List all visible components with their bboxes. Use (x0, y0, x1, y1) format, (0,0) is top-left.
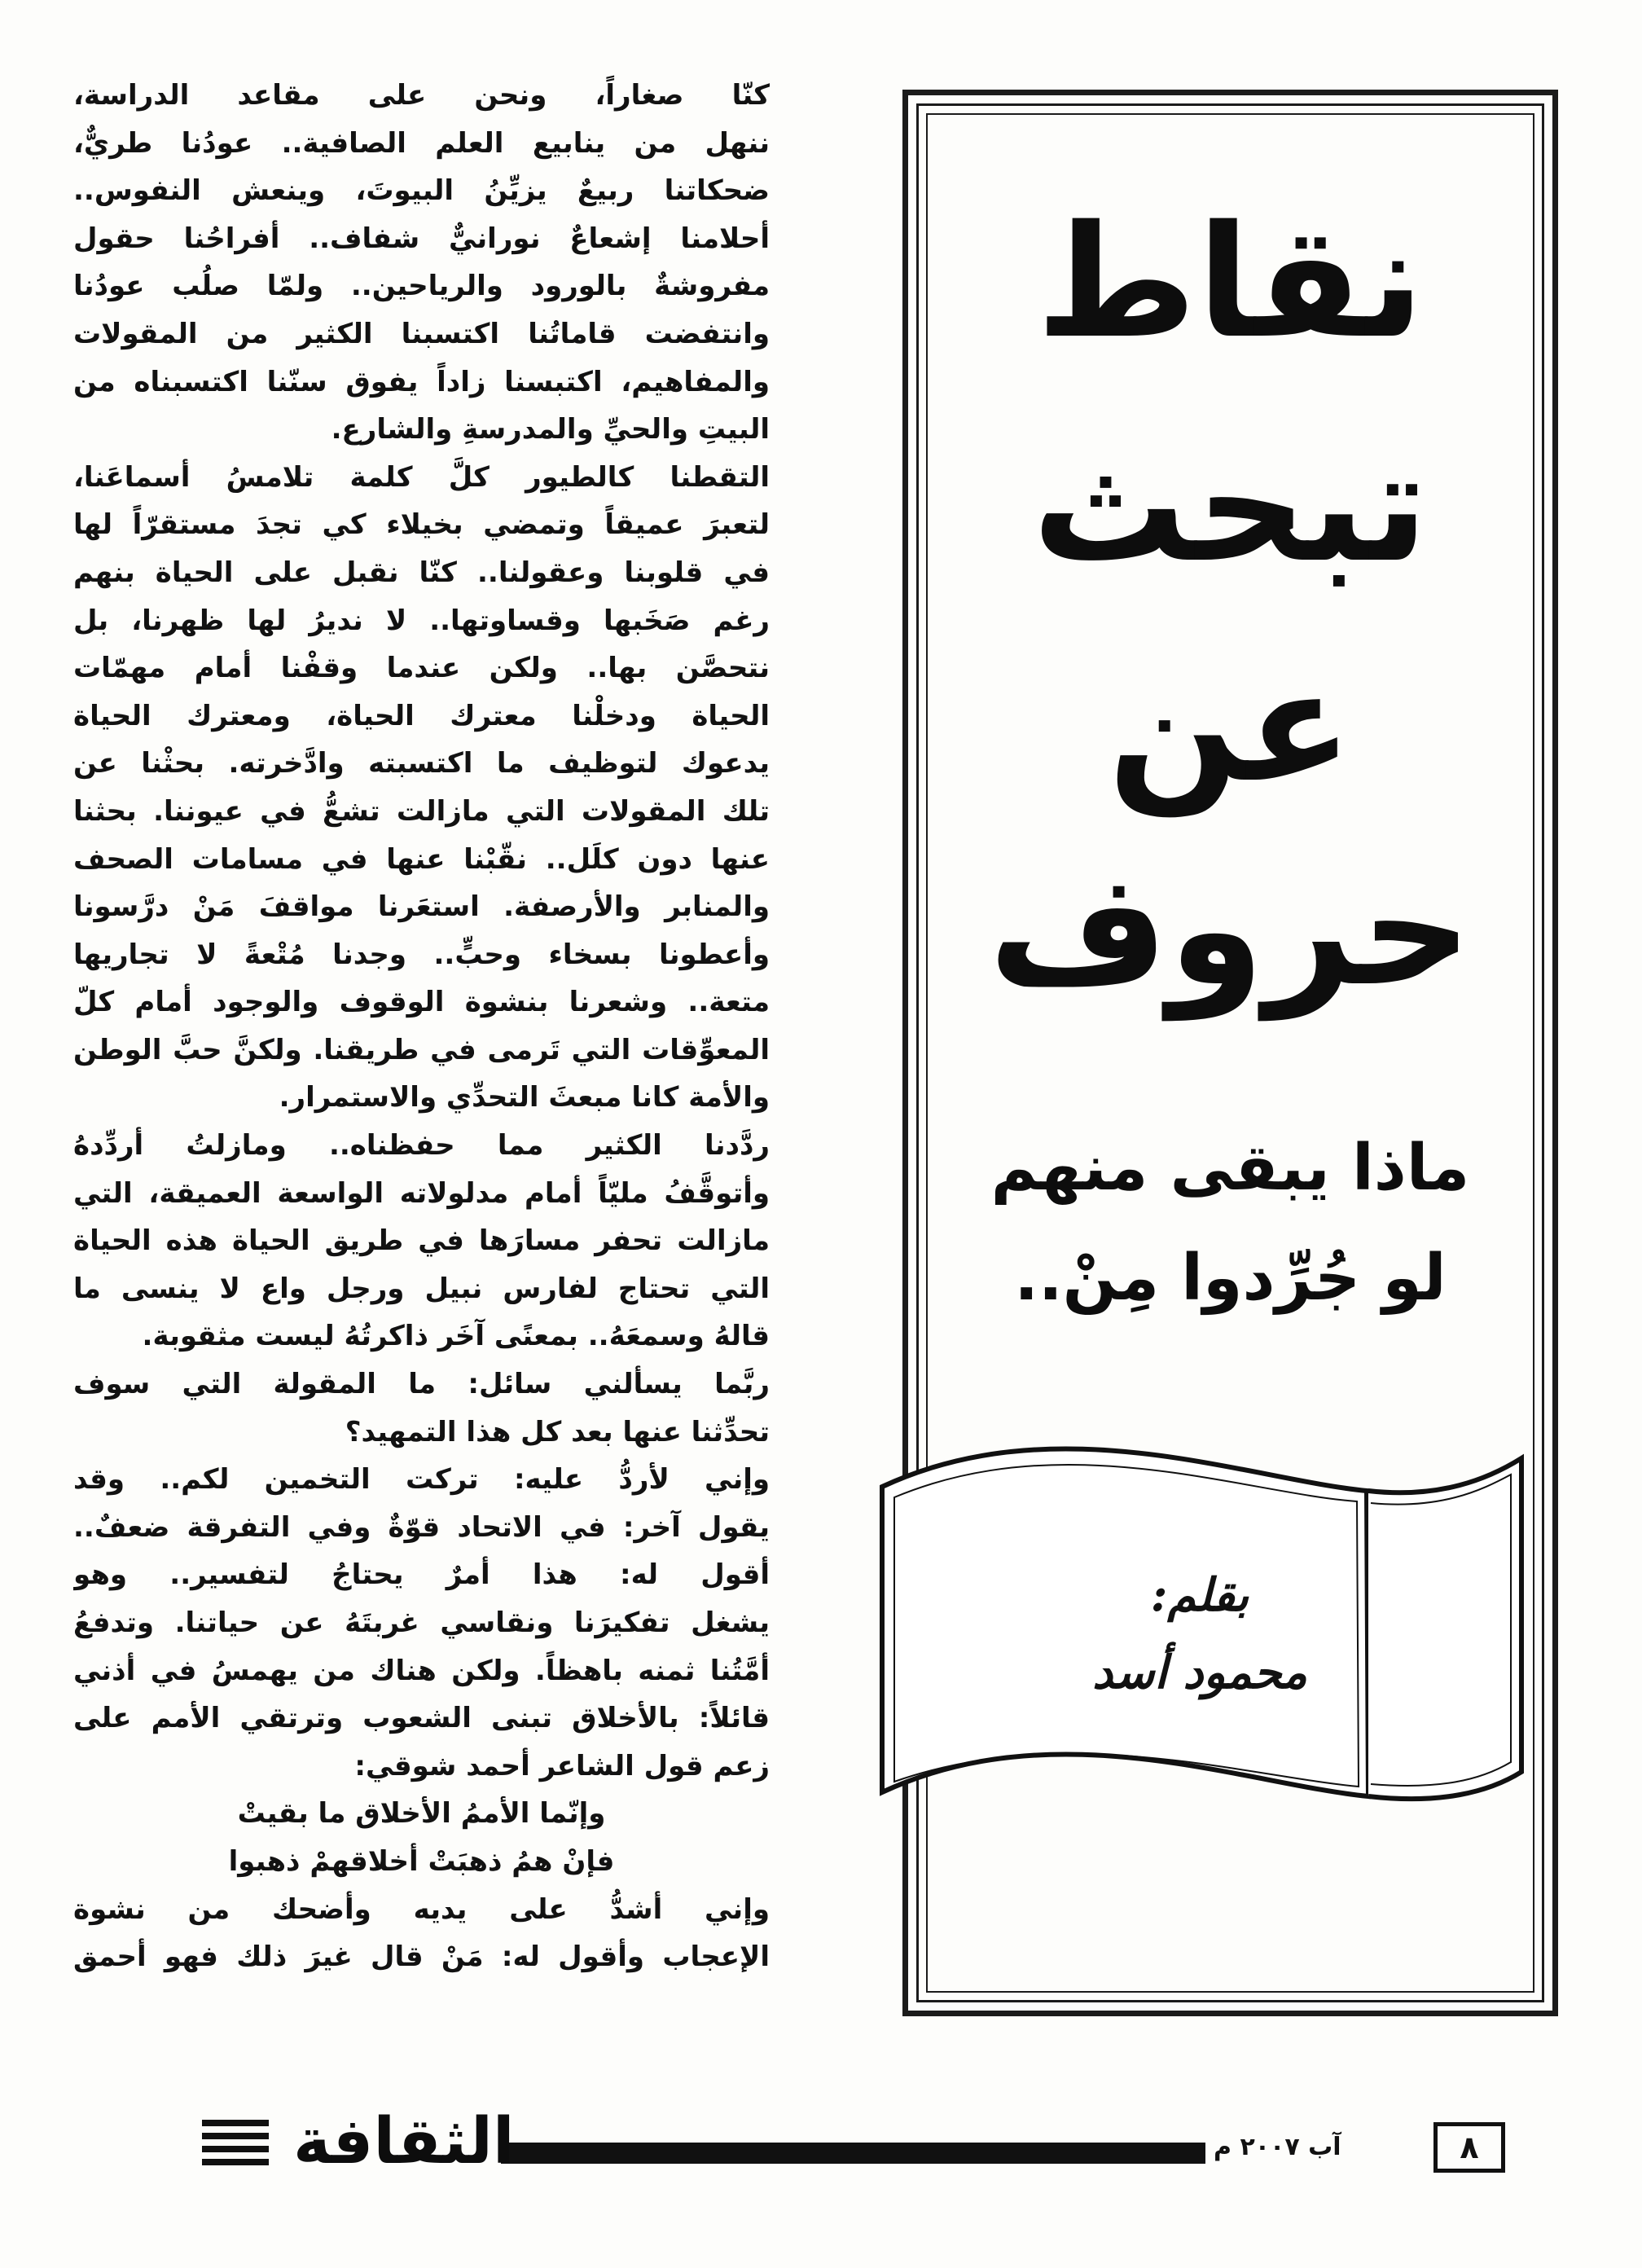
article-line: قالهُ وسمعَهُ.. بمعنًى آخَر ذاكرتُهُ ليست مثقوبة. (142, 1320, 770, 1353)
footer-bar-long (501, 2143, 1205, 2164)
article-line: تلك المقولات التي مازالت تشعُّ في عيوننا. بحثنا (73, 794, 770, 828)
page-footer (0, 2086, 1642, 2183)
title-word-4: حروف (988, 840, 1473, 1020)
article-line: عنها دون كلَل.. نقّبْنا عنها في مسامات الصحف (73, 842, 770, 876)
article-line: والأمة كانا مبعثَ التحدِّي والاستمرار. (279, 1081, 770, 1114)
article-line: التقطنا كالطيور كلَّ كلمة تلامسُ أسماعَنا، (73, 460, 770, 494)
article-line: وأعطونا بسخاء وحبٍّ.. وجدنا مُتْعةً لا تجاريها (73, 938, 770, 971)
article-line: يقول آخر: في الاتحاد قوّةٌ وفي التفرقة ضعفٌ.. (73, 1510, 770, 1544)
article-line: والمنابر والأرصفة. استعَرنا مواقفَ مَنْ درَّسونا (73, 890, 770, 924)
article-line: وإني لأردُّ عليه: تركت التخمين لكم.. وقد (73, 1463, 770, 1497)
article-line: قائلاً: بالأخلاق تبنى الشعوب وترتقي الأمم على (73, 1702, 770, 1735)
byline-label: بقلم: (1150, 1568, 1249, 1622)
article-line: ننهل من ينابيع العلم الصافية.. عودُنا طريٌّ، (73, 126, 770, 160)
article-line: ربَّما يسألني سائل: ما المقولة التي سوف (73, 1368, 770, 1401)
article-line: أحلامنا إشعاعٌ نورانيٌّ شفاف.. أفراحُنا حقول (73, 222, 770, 255)
article-line: الحياة ودخلْنا معترك الحياة، ومعترك الحياة (73, 699, 770, 732)
footer-bar-small-4 (202, 2159, 269, 2165)
article-line: في قلوبنا وعقولنا.. كنّا نقبل على الحياة بنهم (73, 556, 770, 589)
article-line: متعة.. وشعرنا بنشوة الوقوف والوجود أمام كلّ (73, 986, 770, 1019)
article-line: التي تحتاج لفارس نبيل ورجل واع لا ينسى ما (73, 1272, 770, 1305)
article-line: مفروشةٌ بالورود والرياحين.. ولمّا صلُب عودُنا (73, 270, 770, 303)
issue-date: آب ٢٠٠٧ م (1214, 2133, 1341, 2161)
footer-bar-small-1 (202, 2120, 269, 2126)
page-number: ٨ (1433, 2122, 1505, 2173)
article-line: فإنْ همُ ذهبَتْ أخلاقهمْ ذهبوا (228, 1844, 615, 1878)
article-line: رغم صَخَبها وقساوتها.. لا نديرُ لها ظهرنا، بل (73, 604, 770, 637)
byline-banner (870, 1413, 1530, 1845)
footer-bar-small-3 (202, 2146, 269, 2152)
article-line: نتحصَّن بها.. ولكن عندما وقفْنا أمام مهمّات (73, 652, 770, 685)
banner-scroll-shape (870, 1413, 1530, 1845)
author-name: محمود أسد (1092, 1646, 1307, 1699)
article-line: لتعبرَ عميقاً وتمضي بخيلاء كي تجدَ مستقرّاً لها (73, 508, 770, 542)
article-body (73, 72, 770, 1981)
title-word-2: تبحث (1032, 416, 1429, 596)
subtitle-line-1: ماذا يبقى منهم (990, 1132, 1470, 1205)
article-line: الإعجاب وأقول له: مَنْ قال غيرَ ذلك فهو أحمق (73, 1941, 770, 1974)
article-line: والمفاهيم، اكتبسنا زاداً يفوق سنّنا اكتسبناه من (73, 365, 770, 398)
magazine-name: الثقافة (293, 2105, 515, 2178)
article-line: كنّا صغاراً، ونحن على مقاعد الدراسة، (73, 79, 770, 112)
article-line: أقول له: هذا أمرٌ يحتاجُ لتفسير.. وهو (73, 1558, 770, 1592)
title-word-1: نقاط (1036, 192, 1425, 372)
article-line: وإني أشدُّ على يديه وأضحك من نشوة (73, 1892, 770, 1926)
article-line: يدعوك لتوظيف ما اكتسبته وادَّخرته. بحثْنا عن (73, 747, 770, 780)
article-line: وانتفضت قاماتُنا اكتسبنا الكثير من المقولات (73, 317, 770, 350)
article-line: البيتِ والحيِّ والمدرسةِ والشارع. (331, 413, 770, 446)
article-line: وأتوقَّفُ مليّاً أمام مدلولاته الواسعة العميقة، التي (73, 1176, 770, 1210)
article-line: تحدِّثنا عنها بعد كل هذا التمهيد؟ (345, 1415, 770, 1448)
title-word-3: عن (1108, 636, 1353, 816)
article-line: أمَّتُنا ثمنه باهظاً. ولكن هناك من يهمسُ في أذني (73, 1654, 770, 1687)
article-line: مازالت تحفر مسارَها في طريق الحياة هذه الحياة (73, 1224, 770, 1258)
article-line: ردَّدنا الكثير مما حفظناه.. ومازلتُ أردِّدهُ (73, 1129, 770, 1163)
article-line: يشغل تفكيرَنا ونقاسي غربتَهُ عن حياتنا. وتدفعُ (73, 1606, 770, 1639)
article-line: زعم قول الشاعر أحمد شوقي: (354, 1749, 770, 1782)
article-line: المعوِّقات التي تَرمى في طريقنا. ولكنَّ حبَّ الوطن (73, 1033, 770, 1066)
subtitle-line-2: لو جُرِّدوا مِنْ.. (1014, 1242, 1447, 1315)
article-line: ضحكاتنا ربيعٌ يزيِّنُ البيوتَ، وينعش النفوس.. (73, 174, 770, 208)
article-line: وإنّما الأممُ الأخلاق ما بقيتْ (237, 1797, 606, 1831)
footer-bar-small-2 (202, 2133, 269, 2139)
